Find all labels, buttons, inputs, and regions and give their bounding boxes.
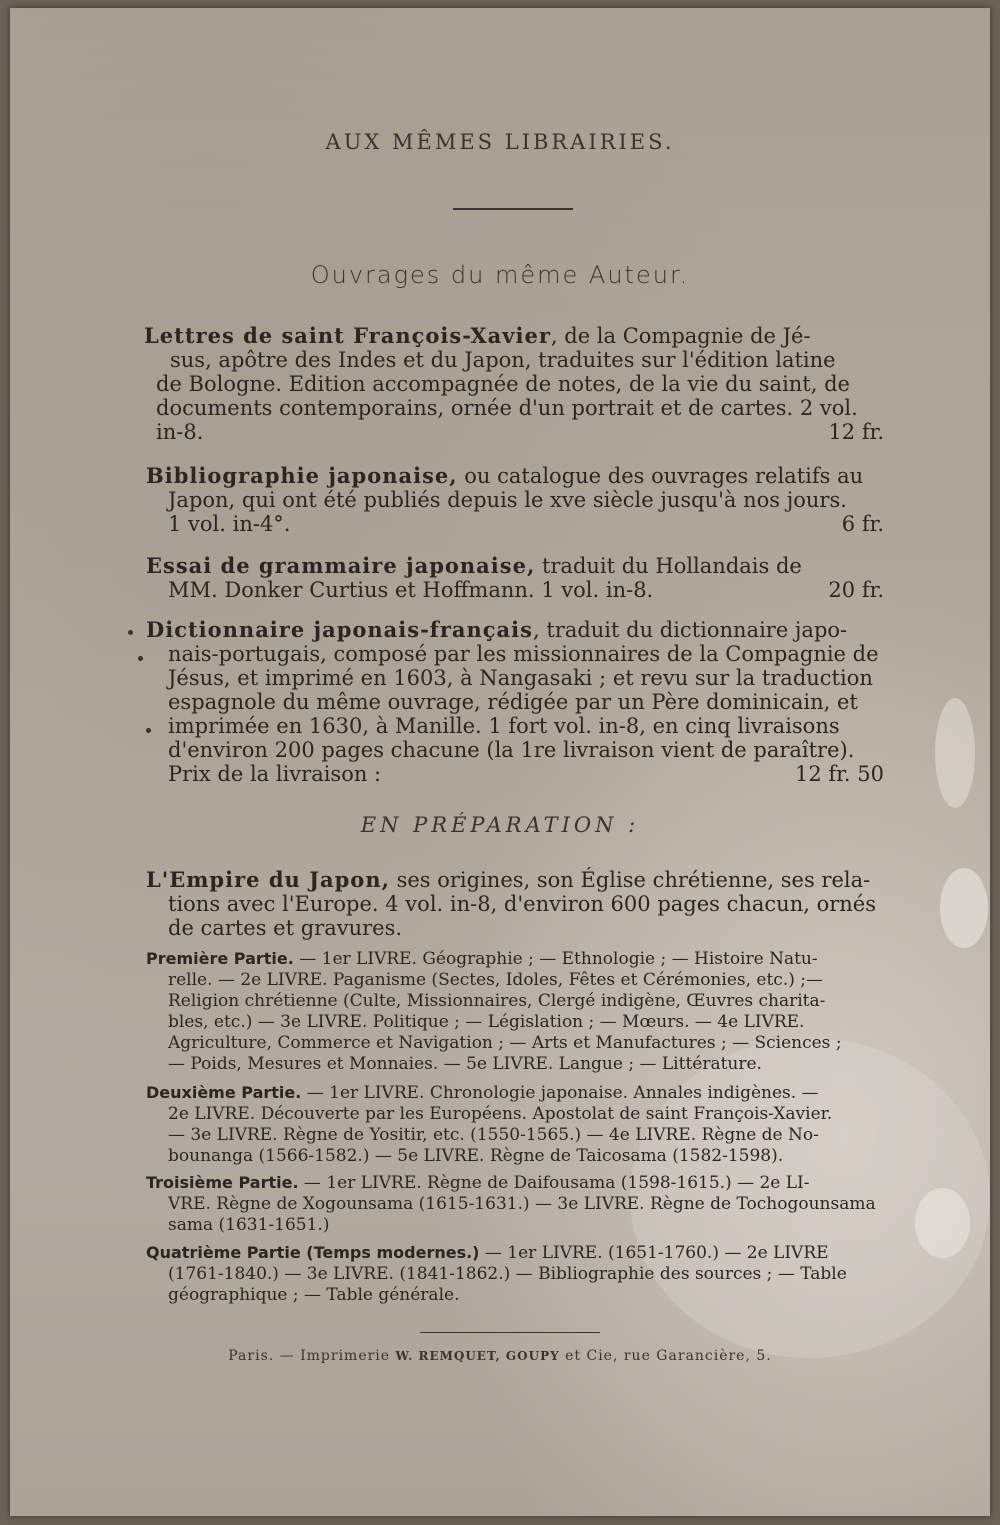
entry-line (146, 464, 884, 488)
entry-title: Dictionnaire japonais-français (146, 617, 533, 642)
entry-empire (146, 868, 886, 940)
entry-line (146, 512, 884, 536)
entry-line (144, 420, 884, 444)
entry-dictionnaire (146, 618, 884, 786)
footer-rule (420, 1332, 600, 1333)
works-heading: Ouvrages du même Auteur. (310, 261, 690, 289)
part-line: géographique ; — Table générale. (168, 1285, 460, 1305)
entry-title: L'Empire du Japon, (146, 867, 390, 892)
part-line: 2e LIVRE. Découverte par les Européens. Apostolat de saint François-Xavier. (168, 1104, 833, 1124)
entry-line: nais-portugais, composé par les missionnaires de la Compagnie de (168, 642, 879, 666)
entry-line: Japon, qui ont été publiés depuis le xve siècle jusqu'à nos jours. (168, 488, 847, 512)
publisher-header: AUX MÊMES LIBRAIRIES. (325, 130, 675, 154)
entry-text: , de la Compagnie de Jé- (550, 324, 811, 348)
part-title: Quatrième Partie (146, 1243, 301, 1262)
entry-price: 12 fr. (828, 420, 884, 444)
bullet-dot-2 (138, 656, 143, 661)
stain-1 (935, 698, 975, 808)
entry-line (146, 618, 884, 642)
entry-line: Jésus, et imprimé en 1603, à Nangasaki ; et revu sur la traduction (168, 666, 873, 690)
part-line: Religion chrétienne (Culte, Missionnaires, Clergé indigène, Œuvres charita- (168, 991, 826, 1011)
entry-title: Essai de grammaire japonaise, (146, 553, 536, 578)
bullet-dot-1 (128, 630, 133, 635)
entry-line: de Bologne. Edition accompagnée de notes, de la vie du saint, de (156, 372, 850, 396)
part-text: — 1er LIVRE. Chronologie japonaise. Annales indigènes. — (301, 1083, 819, 1103)
entry-lettres (144, 324, 884, 444)
entry-grammaire (146, 554, 884, 602)
part-title: Troisième Partie. (146, 1173, 299, 1192)
entry-text: ou catalogue des ouvrages relatifs au (457, 464, 864, 488)
entry-price: 12 fr. 50 (795, 762, 884, 786)
part-line: VRE. Règne de Xogounsama (1615-1631.) — 3e LIVRE. Règne de Tochogounsama (168, 1194, 876, 1214)
preparation-heading: EN PRÉPARATION : (360, 813, 640, 837)
part-text: — 1er LIVRE. Géographie ; — Ethnologie ; — Histoire Natu- (293, 949, 818, 969)
part-line (146, 1242, 886, 1264)
entry-line (146, 578, 884, 602)
entry-title: Bibliographie japonaise, (146, 463, 458, 488)
entry-line (146, 762, 884, 786)
part-line (146, 1082, 886, 1104)
part-line: (1761-1840.) — 3e LIVRE. (1841-1862.) — Bibliographie des sources ; — Table (168, 1264, 847, 1284)
part-premiere (146, 948, 886, 1075)
entry-line: espagnole du même ouvrage, rédigée par un Père dominicain, et (168, 690, 858, 714)
part-troisieme (146, 1172, 886, 1236)
entry-line: imprimée en 1630, à Manille. 1 fort vol. in-8, en cinq livraisons (168, 714, 840, 738)
entry-line (146, 554, 884, 578)
part-quatrieme (146, 1242, 886, 1306)
part-line: — 3e LIVRE. Règne de Yositir, etc. (1550-1565.) — 4e LIVRE. Règne de No- (168, 1125, 819, 1145)
part-title: Deuxième Partie. (146, 1083, 302, 1102)
imprint-address: et Cie, rue Garancière, 5. (559, 1348, 772, 1364)
entry-line: d'environ 200 pages chacune (la 1re livraison vient de paraître). (168, 738, 855, 762)
entry-text: MM. Donker Curtius et Hoffmann. 1 vol. in-8. (168, 578, 654, 602)
entry-line: sus, apôtre des Indes et du Japon, traduites sur l'édition latine (170, 348, 836, 372)
stain-2 (940, 868, 988, 948)
entry-text: ses origines, son Église chrétienne, ses rela- (389, 868, 871, 892)
page (10, 8, 990, 1516)
entry-line (146, 868, 886, 892)
part-line: bles, etc.) — 3e LIVRE. Politique ; — Législation ; — Mœurs. — 4e LIVRE. (168, 1012, 805, 1032)
part-line: relle. — 2e LIVRE. Paganisme (Sectes, Idoles, Fêtes et Cérémonies, etc.) ;— (168, 970, 823, 990)
part-title: Première Partie. (146, 949, 294, 968)
part-line (146, 948, 886, 970)
entry-text: in-8. (156, 420, 204, 444)
header-rule (453, 208, 573, 210)
entry-price: 6 fr. (841, 512, 884, 536)
part-line: sama (1631-1651.) (168, 1215, 330, 1235)
entry-line: tions avec l'Europe. 4 vol. in-8, d'environ 600 pages chacun, ornés (168, 892, 876, 916)
part-line: bounanga (1566-1582.) — 5e LIVRE. Règne de Taicosama (1582-1598). (168, 1146, 784, 1166)
entry-text: traduit du Hollandais de (535, 554, 802, 578)
part-text: — 1er LIVRE. (1651-1760.) — 2e LIVRE (479, 1243, 829, 1263)
entry-line (144, 324, 884, 348)
part-line: Agriculture, Commerce et Navigation ; — Arts et Manufactures ; — Sciences ; (168, 1033, 842, 1053)
part-line: — Poids, Mesures et Monnaies. — 5e LIVRE. Langue ; — Littérature. (168, 1054, 762, 1074)
entry-title: Lettres de saint François-Xavier (144, 323, 551, 348)
entry-line: de cartes et gravures. (168, 916, 403, 940)
entry-text: , traduit du dictionnaire japo- (532, 618, 848, 642)
imprint-city: Paris. — Imprimerie (228, 1348, 396, 1364)
part-line (146, 1172, 886, 1194)
part-deuxieme (146, 1082, 886, 1167)
entry-bibliographie (146, 464, 884, 536)
imprint-printer: W. REMQUET, GOUPY (395, 1349, 560, 1363)
printer-imprint (10, 1348, 990, 1364)
entry-text: 1 vol. in-4°. (168, 512, 291, 536)
part-text: — 1er LIVRE. Règne de Daifousama (1598-1615.) — 2e LI- (298, 1173, 810, 1193)
entry-text: Prix de la livraison : (168, 762, 382, 786)
entry-price: 20 fr. (828, 578, 884, 602)
part-subtitle: (Temps modernes.) (300, 1243, 480, 1262)
entry-line: documents contemporains, ornée d'un portrait et de cartes. 2 vol. (156, 396, 858, 420)
